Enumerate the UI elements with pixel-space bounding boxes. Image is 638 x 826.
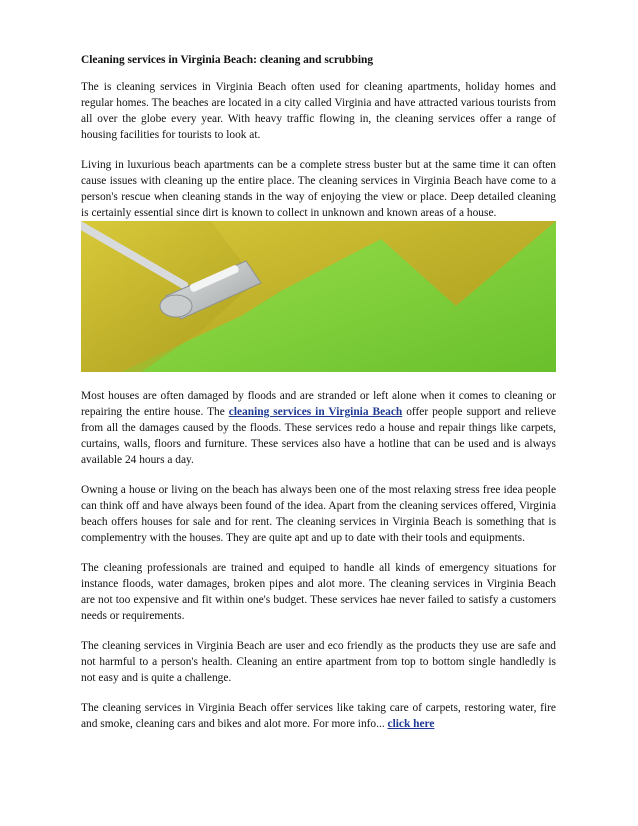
paragraph-3 xyxy=(81,388,556,468)
paragraph-6: The cleaning services in Virginia Beach are user and eco friendly as the products they use are safe and not harmful to a person's health. Cleaning an entire apartment from top to bottom single handledly is not easy and is quite a challenge. xyxy=(81,640,556,684)
document-title: Cleaning services in Virginia Beach: cleaning and scrubbing xyxy=(81,54,374,66)
paragraph-3-text-a: Most houses are often damaged by floods and are stranded or left alone when it comes to cleaning or repairing the entire house. The xyxy=(81,390,556,418)
document-page xyxy=(81,52,556,746)
paragraph-5: The cleaning professionals are trained and equiped to handle all kinds of emergency situations for instance floods, water damages, broken pipes and alot more. The cleaning services in Virginia Beach are not too expensive and fit within one's budget. These services hae never failed to satisfy a customers needs or requirements. xyxy=(81,562,556,622)
paragraph-7-text: The cleaning services in Virginia Beach offer services like taking care of carpets, restoring water, fire and smoke, cleaning cars and bikes and alot more. For more info... xyxy=(81,702,556,730)
vacuum-carpet-photo xyxy=(81,221,556,372)
click-here-link[interactable]: click here xyxy=(387,718,435,730)
paragraph-1: The is cleaning services in Virginia Beach often used for cleaning apartments, holiday homes and regular homes. The beaches are located in a city called Virginia and have attracted various tourists from all over the globe every year. With heavy traffic flowing in, the cleaning services offer a range of housing facilities for tourists to look at. xyxy=(81,81,556,141)
paragraph-2: Living in luxurious beach apartments can be a complete stress buster but at the same time it can often cause issues with cleaning up the entire place. The cleaning services in Virginia Beach have come to a person's rescue when cleaning stands in the way of enjoying the view or place. Deep detailed cleaning is certainly essential since dirt is known to collect in unknown and known areas of a house. xyxy=(81,159,556,219)
vacuum-carpet-icon xyxy=(81,221,556,372)
paragraph-7 xyxy=(81,700,556,732)
paragraph-4: Owning a house or living on the beach has always been one of the most relaxing stress free idea people can think off and have always been found of the idea. Apart from the cleaning services offered, Virginia beach offers houses for sale and for rent. The cleaning services in Virginia Beach is something that is complementry with the houses. They are quite apt and up to date with their tools and equipments. xyxy=(81,484,556,544)
cleaning-services-link[interactable]: cleaning services in Virginia Beach xyxy=(228,406,403,418)
paragraph-3-text-b: offer people support and relieve from all the damages caused by the floods. These services redo a house and repair things like carpets, curtains, walls, floors and furniture. These services also have a hotline that can be used and is always available 24 hours a day. xyxy=(81,406,556,466)
